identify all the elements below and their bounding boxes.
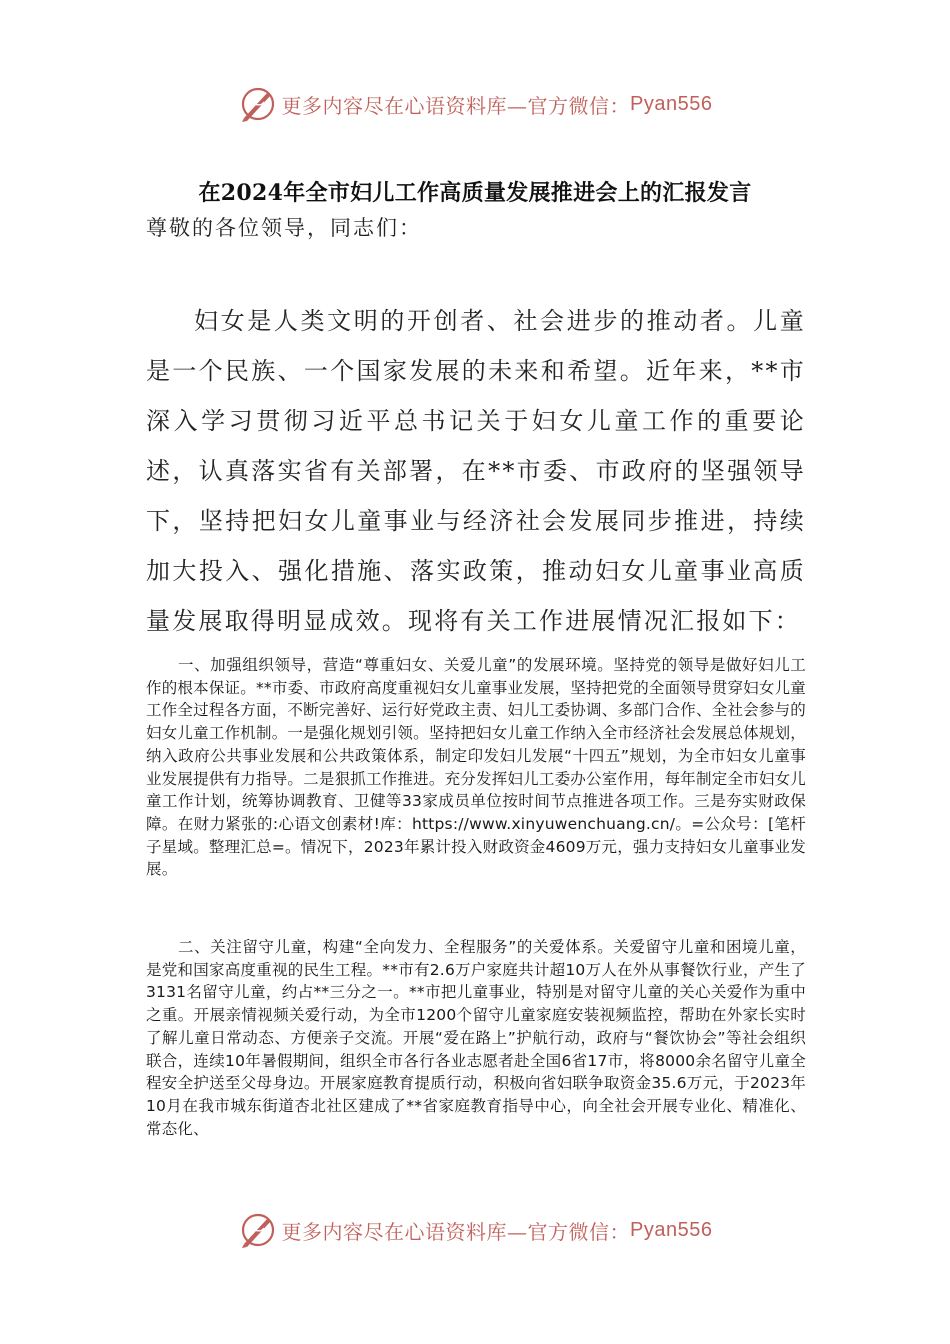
header-watermark-banner	[0, 80, 950, 128]
pen-logo-icon	[238, 1210, 278, 1250]
banner-text: 更多内容尽在心语资料库—官方微信：	[281, 93, 631, 118]
salutation: 尊敬的各位领导，同志们：	[146, 216, 422, 240]
document-title: 在2024年全市妇儿工作高质量发展推进会上的汇报发言	[198, 180, 752, 206]
body-paragraph-1: 一、加强组织领导，营造“尊重妇女、关爱儿童”的发展环境。坚持党的领导是做好妇儿工作的根本保证。**市委、市政府高度重视妇女儿童事业发展，坚持把党的全面领导贯穿妇女儿童工作全过程各方面，不断完善好、运行好党政主责、妇儿工委协调、多部门合作、全社会参与的妇女儿童工作机制。一是强化规划引领。坚持把妇女儿童工作纳入全市经济社会发展总体规划，纳入政府公共事业发展和公共政策体系，制定印发妇儿发展“十四五”规划，为全市妇女儿童事业发展提供有力指导。二是狠抓工作推进。充分发挥妇儿工委办公室作用，每年制定全市妇女儿童工作计划，统筹协调教育、卫健等33家成员单位按时间节点推进各项工作。三是夯实财政保障。在财力紧张的:心语文创素材!库：https://www.xinyuwenchuang.cn/。=公众号：[笔杆子星域。整理汇总=。情况下，2023年累计投入财政资金4609万元，强力支持妇女儿童事业发展。	[146, 656, 806, 879]
pen-logo-icon	[238, 84, 278, 124]
banner-text: 更多内容尽在心语资料库—官方微信：	[281, 1219, 631, 1244]
intro-paragraph: 妇女是人类文明的开创者、社会进步的推动者。儿童是一个民族、一个国家发展的未来和希望。近年来，**市深入学习贯彻习近平总书记关于妇女儿童工作的重要论述，认真落实省有关部署，在**市委、市政府的坚强领导下，坚持把妇女儿童事业与经济社会发展同步推进，持续加大投入、强化措施、落实政策，推动妇女儿童事业高质量发展取得明显成效。现将有关工作进展情况汇报如下：	[146, 307, 806, 635]
banner-wechat-id: Pyan556	[630, 92, 713, 115]
footer-watermark-banner	[0, 1206, 950, 1254]
body-paragraph-2: 二、关注留守儿童，构建“全向发力、全程服务”的关爱体系。关爱留守儿童和困境儿童，是党和国家高度重视的民生工程。**市有2.6万户家庭共计超10万人在外从事餐饮行业，产生了3131名留守儿童，约占**三分之一。**市把儿童事业，特别是对留守儿童的关心关爱作为重中之重。开展亲情视频关爱行动，为全市1200个留守儿童家庭安装视频监控，帮助在外家长实时了解儿童日常动态、方便亲子交流。开展“爱在路上”护航行动，政府与“餐饮协会”等社会组织联合，连续10年暑假期间，组织全市各行各业志愿者赴全国6省17市，将8000余名留守儿童全程安全护送至父母身边。开展家庭教育提质行动，积极向省妇联争取资金35.6万元，于2023年10月在我市城东街道杏北社区建成了**省家庭教育指导中心，向全社会开展专业化、精准化、常态化、	[146, 938, 806, 1138]
banner-wechat-id: Pyan556	[630, 1218, 713, 1241]
